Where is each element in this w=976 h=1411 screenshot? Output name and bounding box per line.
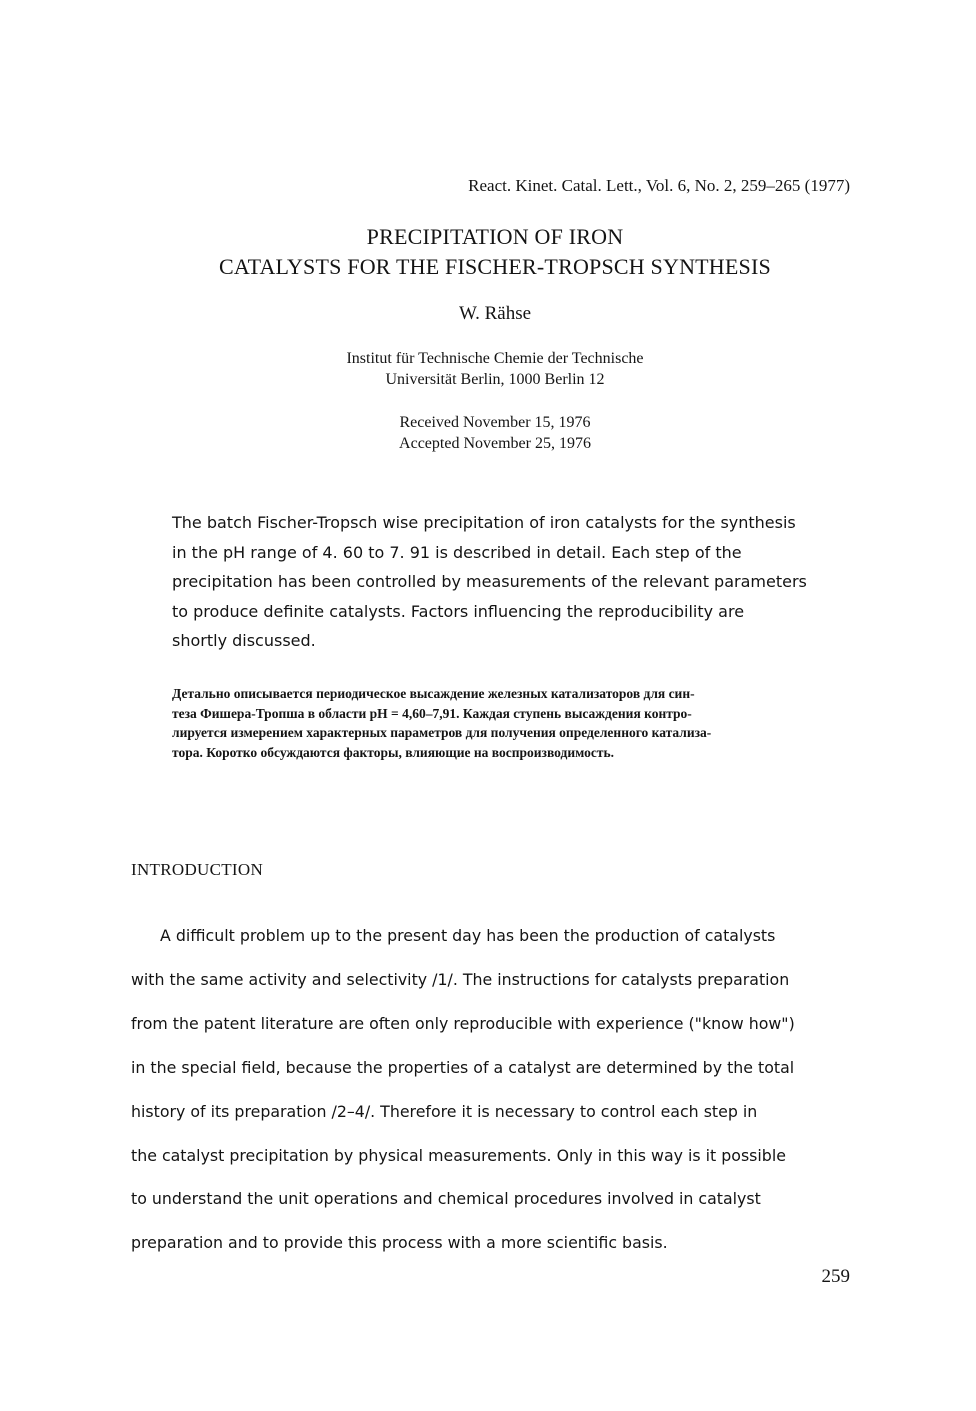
affiliation <box>0 348 976 390</box>
page-number: 259 <box>821 1266 850 1287</box>
paragraph-line: A difficult problem up to the present day has been the production of catalysts <box>160 926 776 945</box>
paragraph-line: history of its preparation /2–4/. Therefore it is necessary to control each step in <box>131 1101 758 1121</box>
article-dates <box>0 412 976 454</box>
abstract-line: shortly discussed. <box>172 631 316 650</box>
author-name: W. Rähse <box>458 303 532 324</box>
paragraph-line: from the patent literature are often only reproducible with experience ("know how") <box>131 1013 795 1033</box>
section-heading-introduction: INTRODUCTION <box>131 860 264 879</box>
abstract-line: in the pH range of 4. 60 to 7. 91 is described in detail. Each step of the <box>172 542 742 562</box>
accepted-date: Accepted November 25, 1976 <box>399 435 591 452</box>
paragraph-line: the catalyst precipitation by physical measurements. Only in this way is it possible <box>131 1145 786 1165</box>
affiliation-line: Universität Berlin, 1000 Berlin 12 <box>385 371 605 388</box>
abstract-ru-line: тора. Коротко обсуждаются факторы, влияющие на воспроизводимость. <box>172 744 615 760</box>
introduction-paragraph <box>131 914 871 1265</box>
paragraph-line: preparation and to provide this process with a more scientific basis. <box>131 1233 668 1253</box>
abstract-line: The batch Fischer-Tropsch wise precipitation of iron catalysts for the synthesis <box>172 513 796 532</box>
received-date: Received November 15, 1976 <box>399 414 591 431</box>
abstract-ru-line: Детально описывается периодическое высаждение железных катализаторов для син- <box>172 686 695 701</box>
paragraph-line: to understand the unit operations and chemical procedures involved in catalyst <box>131 1189 761 1209</box>
abstract-ru-line: лируется измерением характерных параметров для получения определенного катализа- <box>172 725 712 741</box>
article-title <box>0 222 976 282</box>
title-line: PRECIPITATION OF IRON <box>366 224 624 249</box>
journal-citation: React. Kinet. Catal. Lett., Vol. 6, No. 2, 259–265 (1977) <box>468 176 850 195</box>
abstract-russian <box>172 684 872 762</box>
title-line: CATALYSTS FOR THE FISCHER-TROPSCH SYNTHESIS <box>219 254 771 279</box>
abstract-line: precipitation has been controlled by measurements of the relevant parameters <box>172 572 807 591</box>
abstract-ru-line: теза Фишера-Тропша в области pH = 4,60–7,91. Каждая ступень высаждения контро- <box>172 705 692 721</box>
paragraph-line: with the same activity and selectivity /1/. The instructions for catalysts preparation <box>131 969 790 989</box>
affiliation-line: Institut für Technische Chemie der Technische <box>346 350 644 367</box>
paragraph-line: in the special field, because the properties of a catalyst are determined by the total <box>131 1057 795 1077</box>
abstract-english <box>172 508 872 656</box>
abstract-line: to produce definite catalysts. Factors influencing the reproducibility are <box>172 601 745 621</box>
